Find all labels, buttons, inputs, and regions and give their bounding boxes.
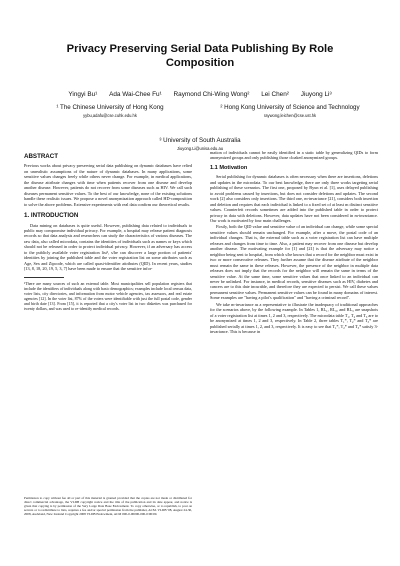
motivation-heading: 1.1 Motivation (210, 164, 248, 171)
right-column (210, 150, 378, 336)
affiliation-3 (110, 137, 290, 151)
intro-continued-text: mation of individuals cannot be easily identified in a static table by generalizing QIDs to form anonymized groups and only publishing those cloaked anonymized groups. (210, 150, 378, 161)
affiliation-name: ² Hong Kong University of Science and Technology (220, 104, 360, 111)
motivation-paragraph: Serial publishing for dynamic databases is often necessary when there are insertions, deletions and updates in the microdata. To our best knowledge, there are only three works targeting serial publishing of these scenarios. The first one, proposed by Byun et al. [1], uses delayed publishing to avoid problems caused by insertions, but does not consider deletions and updates. The second work [2] also considers only insertions. The third one, m-invariance [21], considers both insertion and deletion and requires that each individual is linked to a fixed set of at least m distinct sensitive values. Counterfeit records sometimes are added into the published table in order to protect privacy in data with deletions. However, data updates have not been considered in m-invariance. Our work is motivated by four main challenges. (210, 174, 378, 223)
footnote-divider (24, 277, 64, 278)
affiliation-1 (20, 104, 200, 118)
affiliation-email: Jiuyong.Li@unisa.edu.au (176, 146, 224, 151)
introduction-heading: 1. INTRODUCTION (24, 212, 79, 220)
footnote: ¹There are many sources of such an external table. Most municipalities sell population registers that include the identifiers of individuals along with basic demographics; examples include local census data, voter lists, city directories, and information from motor vehicle agencies, tax assessors, and real estate agencies [12]. In the voter list, 87% of the voters were identifiable with just the full postal code, gender and birth date [13]. From [15], it is reported that a city's voter list in two diskettes was purchased for twenty dollars, and was used to re-identify medical records. (24, 280, 192, 311)
affiliation-name: ³ University of South Australia (159, 137, 241, 144)
affiliations (0, 104, 400, 134)
motivation-paragraph: We take m-invariance as a representative to illustrate the inadequacy of traditional approaches for the scenarios above, by the following example. In Tables 1, RL₁, RL₂, and RL₃ are snapshots of a voter registration list at times 1, 2 and 3, respectively. The microdata table T₁, T₂ and T₃ are to be anonymized at times 1, 2 and 3, respectively. In Table 2, three tables T₁*, T₂* and T₃* are published serially at times 1, 2, and 3, respectively. It is easy to see that T₁*, T₂* and T₃* satisfy 3-invariance. This is because in (210, 301, 378, 335)
author: Ada Wai-Chee Fu¹ (109, 91, 162, 98)
affiliation-name: ¹ The Chinese University of Hong Kong (56, 104, 164, 111)
affiliation-2 (200, 104, 380, 118)
paper-title (20, 42, 380, 70)
title-line-2: Composition (165, 57, 235, 69)
title-line-1: Privacy Preserving Serial Data Publishing By Role (66, 43, 334, 55)
introduction-text: Data mining on databases is quite useful. However, publishing data related to individuals to public may compromise individual privacy. For example, a hospital may release patient diagnosis records so that data analysis and researchers can study the characteristics of various diseases. The raw data, also called microdata, contains the identities of individuals such as names or keys which should not be released in order to protect individual privacy. However, if an adversary has access to the publicly available voter registration list¹, s/he can discover a large portion of patients' identities by joining the published table and the voter registration list on some attributes such as Age, Sex and Zipcode, which are called quasi-identifier attributes (QID). In recent years, studies [13, 8, 18, 20, 19, 5, 3, 7] have been made to ensure that the sensitive infor- (24, 222, 192, 272)
author: Lei Chen² (261, 91, 289, 98)
author: Yingyi Bu¹ (68, 91, 98, 98)
abstract-heading: ABSTRACT (24, 153, 59, 160)
affiliation-email: yybu,adafu@cse.cuhk.edu.hk (83, 113, 137, 118)
motivation-paragraph: Firstly, both the QID value and sensitive value of an individual can change, while some special sensitive values should remain unchanged. For example, after a move, the postal code of an individual changes. That is, the external table such as a voter registration list can have multiple releases and changes from time to time. Also, a patient may recover from one disease but develop another disease. The motivating example for [1] and [21] is that the adversary may notice a neighbor being sent to hospital, from which s/he knows that a record for the neighbor must exist in two or more consecutive releases. They further assume that the disease attribute of the neighbor must remain the same in these releases. However, the presence of the neighbor in multiple data releases does not imply that the records for the neighbor will remain the same in terms of the sensitive value. At the same time, some sensitive values that once linked to an individual can never be unlinked. For instance, in medical records, sensitive diseases such as HIV, diabetes and cancers are to this date incurable, and therefore they are expected to persist. We call these values permanent sensitive values. Permanent sensitive values can be found in many domains of interest. Some examples are "having a pilot's qualification" and "having a criminal record". (210, 224, 378, 301)
left-column (24, 150, 192, 311)
permission-notice: Permission to copy without fee all or part of this material is granted provided that the copies are not made or distributed for direct commercial advantage, the VLDB copyright notice and the title of the publication and its date appear, and notice is given that copying is by permission of the Very Large Data Base Endowment. To copy otherwise, or to republish, to post on servers or to redistribute to lists, requires a fee and/or special permission from the publisher, ACM. VLDB '08, August 24-30, 2008, Auckland, New Zealand Copyright 2008 VLDB Endowment, ACM 000-0-00000-000-0/00/00. (24, 496, 192, 517)
affiliation-email: raywong,leichen@cse.ust.hk (263, 113, 317, 118)
author-list (14, 91, 386, 98)
author: Raymond Chi-Wing Wong² (173, 91, 250, 98)
author: Jiuyong Li³ (300, 91, 332, 98)
abstract-text: Previous works about privacy preserving serial data publishing on dynamic databases have relied on unrealistic assumptions of the nature of dynamic databases. In many applications, some sensitive values changes freely while others never change. For example, in medical applications, the disease attribute changes with time when patients recover from one disease and develop another disease. However, patients do not recover from some diseases such as HIV. We call such diseases permanent sensitive values. To the best of our knowledge, none of the existing solutions handle these realistic issues. We propose a novel anonymization approach called HD-composition to solve the above problems. Extensive experiments with real data confirm our theoretical results. (24, 163, 192, 207)
